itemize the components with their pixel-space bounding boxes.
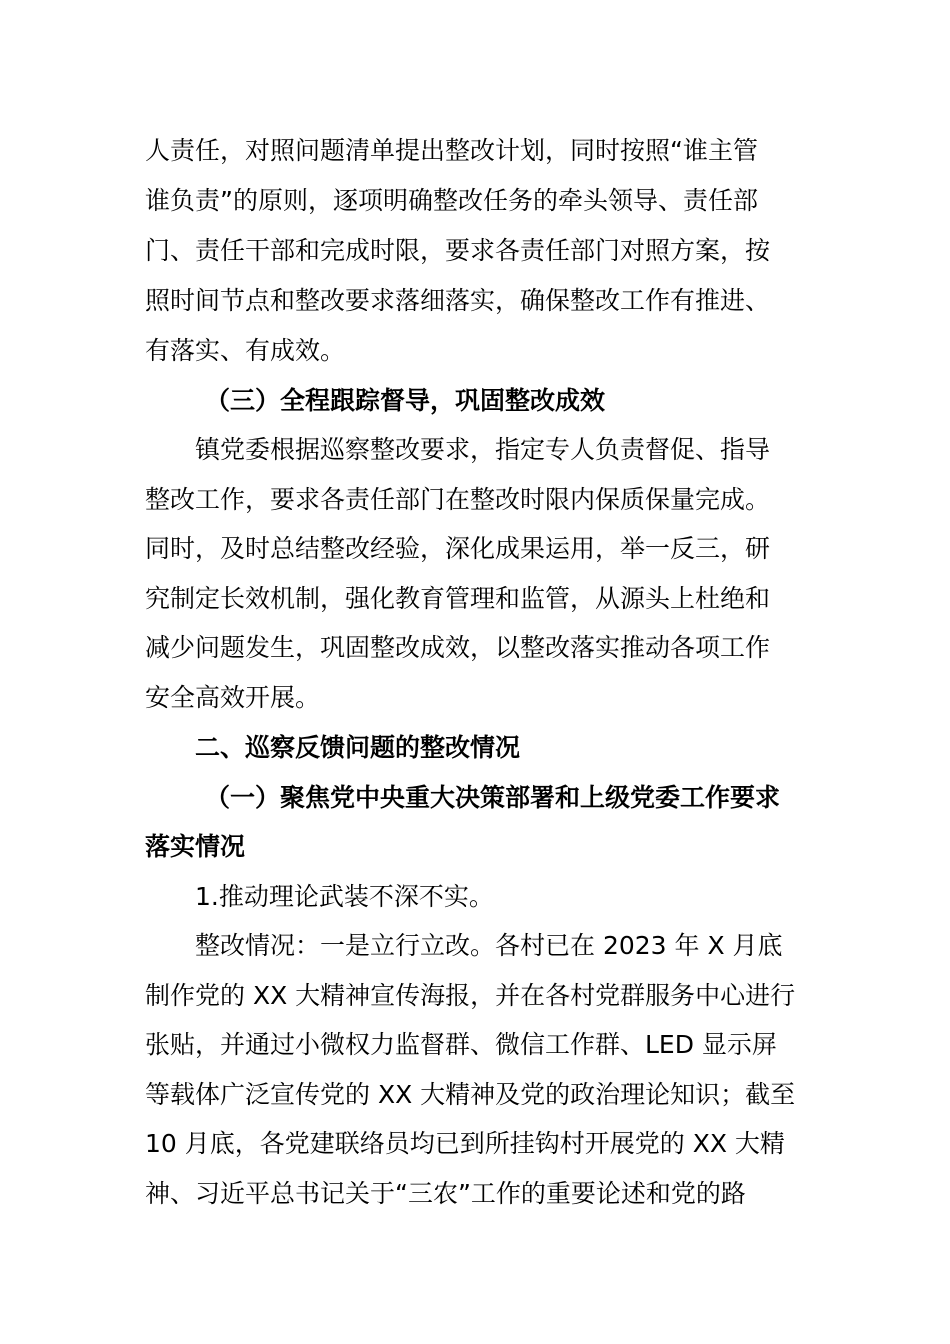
chapter-heading: 二、巡察反馈问题的整改情况 <box>195 733 521 762</box>
section-heading-continued: 落实情况 <box>145 832 246 861</box>
paragraph-line: 究制定长效机制，强化教育管理和监管，从源头上杜绝和 <box>145 584 771 613</box>
paragraph-line: 等载体广泛宣传党的 XX 大精神及党的政治理论知识；截至 <box>145 1080 796 1109</box>
paragraph-line: 制作党的 XX 大精神宣传海报，并在各村党群服务中心进行 <box>145 981 796 1010</box>
paragraph-line: 有落实、有成效。 <box>145 336 346 365</box>
paragraph-line: 神、习近平总书记关于“三农”工作的重要论述和党的路 <box>145 1179 746 1208</box>
paragraph-line: 镇党委根据巡察整改要求，指定专人负责督促、指导 <box>195 435 771 464</box>
item-heading: 1.推动理论武装不深不实。 <box>195 882 494 911</box>
paragraph-line: 人责任，对照问题清单提出整改计划，同时按照“谁主管 <box>145 136 758 165</box>
paragraph-line: 10 月底，各党建联络员均已到所挂钩村开展党的 XX 大精 <box>145 1129 785 1158</box>
section-heading: （三）全程跟踪督导，巩固整改成效 <box>205 386 606 415</box>
paragraph-line: 张贴，并通过小微权力监督群、微信工作群、LED 显示屏 <box>145 1030 777 1059</box>
paragraph-line: 安全高效开展。 <box>145 683 321 712</box>
paragraph-line: 同时，及时总结整改经验，深化成果运用，举一反三，研 <box>145 534 771 563</box>
paragraph-line: 整改情况：一是立行立改。各村已在 2023 年 X 月底 <box>195 931 783 960</box>
paragraph-line: 照时间节点和整改要求落细落实，确保整改工作有推进、 <box>145 286 771 315</box>
paragraph-line: 减少问题发生，巩固整改成效，以整改落实推动各项工作 <box>145 633 771 662</box>
section-heading: （一）聚焦党中央重大决策部署和上级党委工作要求 <box>205 783 781 812</box>
paragraph-line: 整改工作，要求各责任部门在整改时限内保质保量完成。 <box>145 485 771 514</box>
paragraph-line: 门、责任干部和完成时限，要求各责任部门对照方案，按 <box>145 236 771 265</box>
paragraph-line: 谁负责”的原则，逐项明确整改任务的牵头领导、责任部 <box>145 186 758 215</box>
